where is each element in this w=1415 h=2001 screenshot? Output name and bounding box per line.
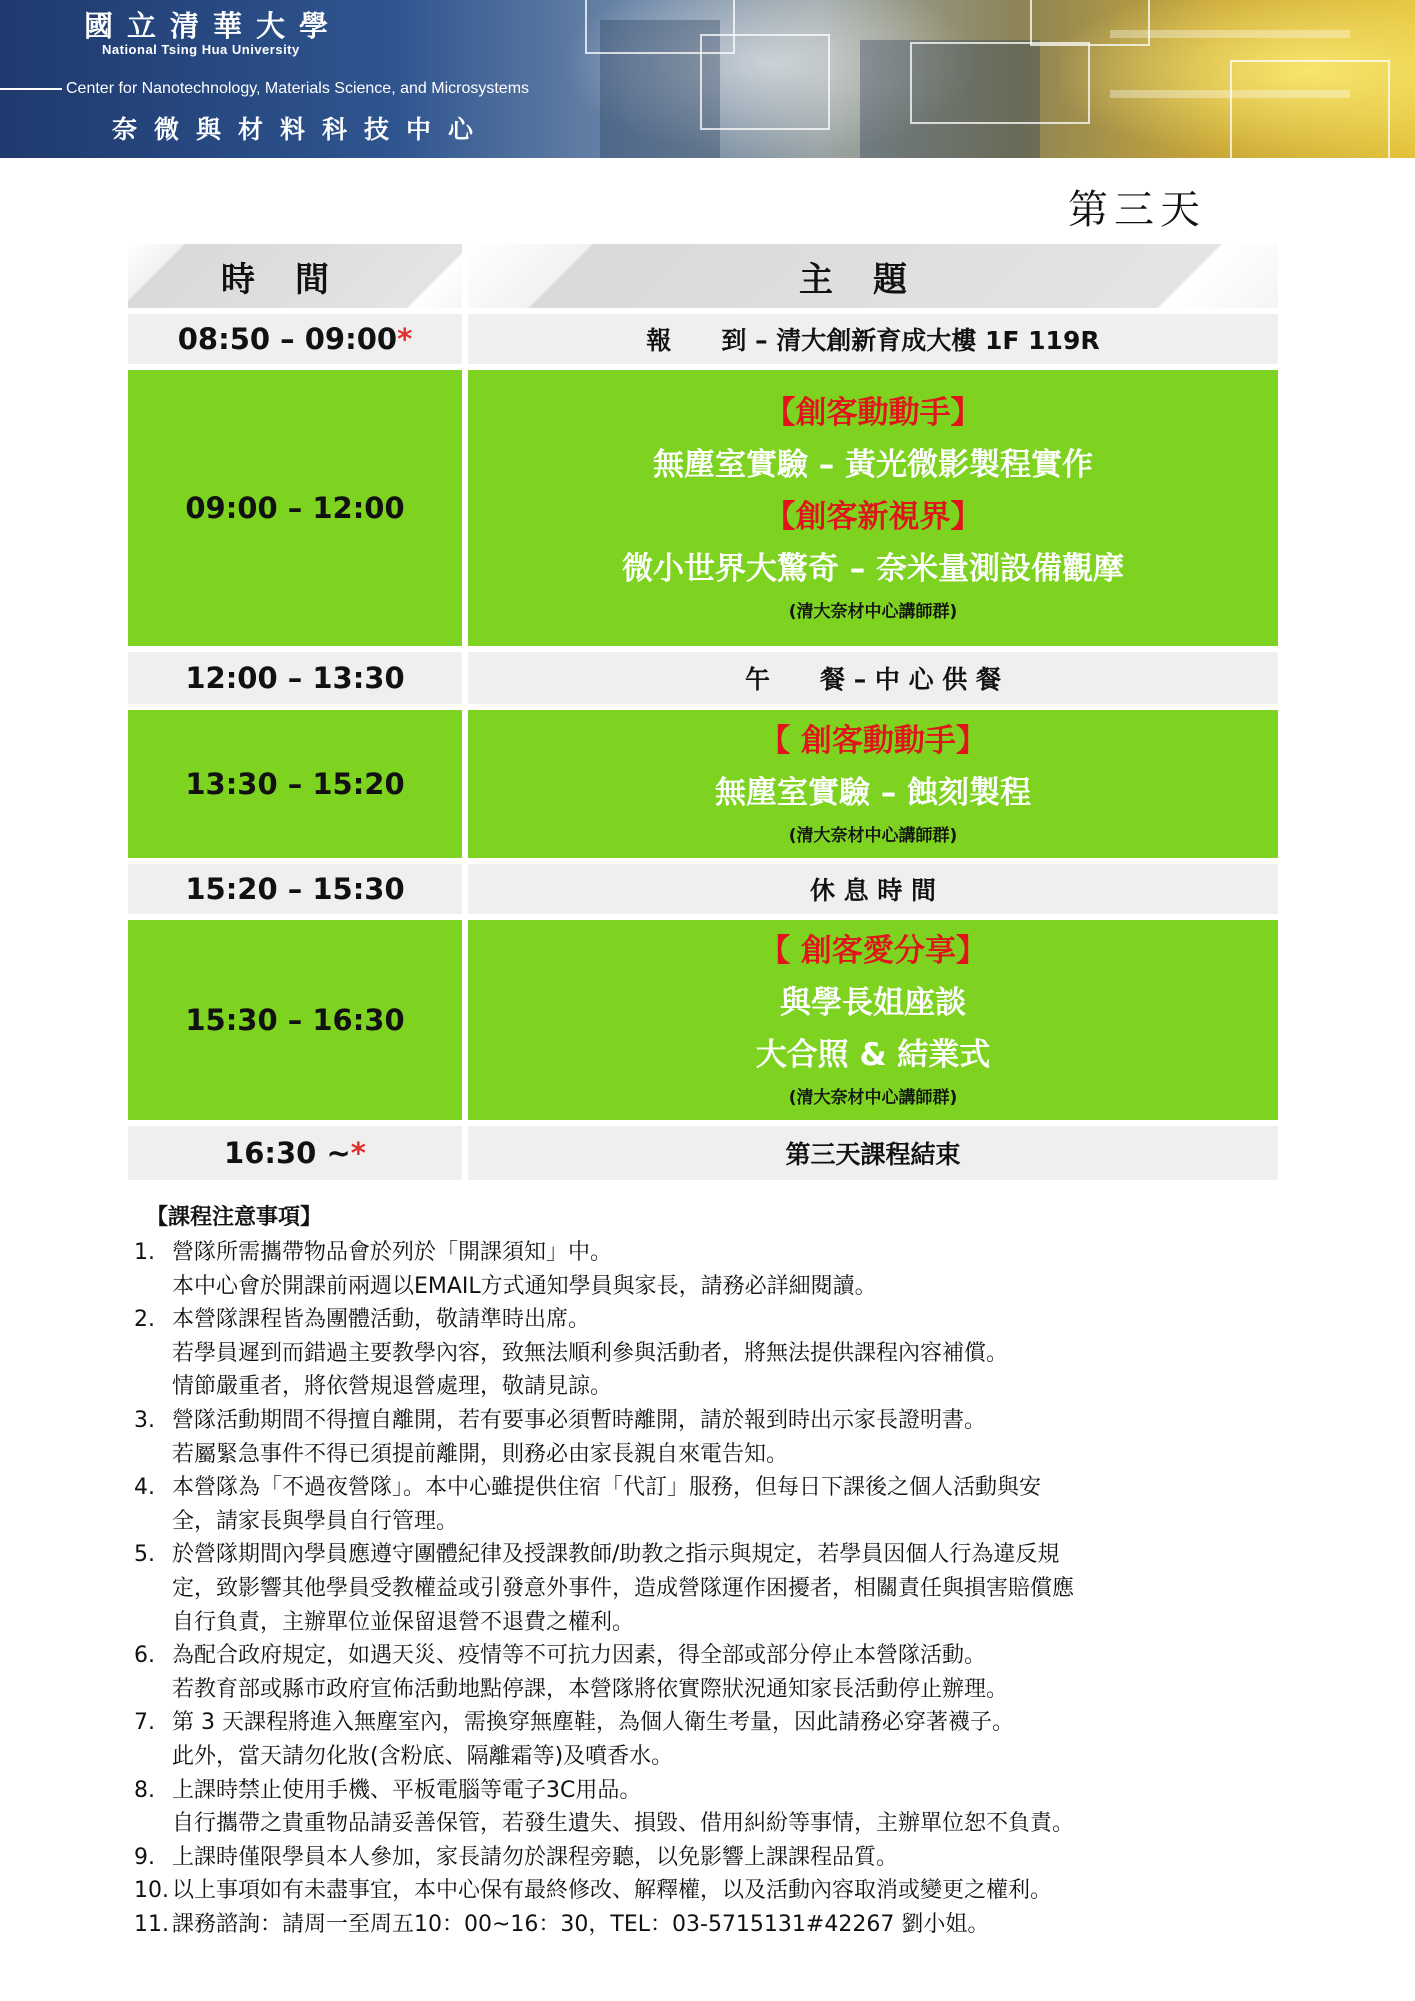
time-cell (128, 710, 462, 858)
time-range: 16:30 ~ (224, 1136, 351, 1170)
time-cell (128, 370, 462, 646)
note-number: 5. (134, 1542, 155, 1568)
note-item (134, 1908, 1314, 1942)
topic-line: 報 到 – 清大創新育成大樓 1F 119R (646, 326, 1100, 355)
topic-cell (468, 652, 1278, 704)
note-body (172, 1303, 1314, 1404)
note-line: 課務諮詢：請周一至周五10：00~16：30，TEL：03-5715131#42267 劉小姐。 (172, 1911, 990, 1937)
note-number: 4. (134, 1475, 155, 1501)
note-line: 自行攜帶之貴重物品請妥善保管，若發生遺失、損毀、借用糾紛等事情，主辦單位恕不負責。 (172, 1811, 1075, 1837)
instructor-note: (清大奈材中心講師群) (788, 1088, 958, 1108)
note-item (134, 1706, 1314, 1773)
time-text (224, 1136, 366, 1170)
note-line: 全，請家長與學員自行管理。 (172, 1508, 459, 1534)
topic-cell (468, 314, 1278, 364)
note-body (172, 1236, 1314, 1303)
topic-line: 無塵室實驗 – 黃光微影製程實作 (652, 447, 1094, 483)
note-line: 為配合政府規定，如遇天災、疫情等不可抗力因素，得全部或部分停止本營隊活動。 (172, 1643, 987, 1669)
topic-category: 【 創客愛分享】 (759, 933, 987, 969)
time-cell (128, 864, 462, 914)
table-row (128, 652, 1278, 704)
note-line: 若教育部或縣市政府宣佈活動地點停課，本營隊將依實際狀況通知家長活動停止辦理。 (172, 1676, 1009, 1702)
topic-line: 休 息 時 間 (809, 876, 937, 905)
instructor-note: (清大奈材中心講師群) (788, 826, 958, 846)
note-item (134, 1874, 1314, 1908)
time-range: 13:30 – 15:20 (185, 767, 405, 801)
time-range: 08:50 – 09:00 (177, 322, 398, 356)
header-topic-cell (468, 244, 1278, 308)
university-name-cn: 國立清華大學 (84, 9, 343, 43)
topic-cell (468, 1126, 1278, 1180)
topic-line: 與學長姐座談 (780, 985, 966, 1021)
note-item (134, 1404, 1314, 1471)
table-row (128, 370, 1278, 646)
note-item (134, 1639, 1314, 1706)
note-line: 營隊活動期間不得擅自離開，若有要事必須暫時離開，請於報到時出示家長證明書。 (172, 1407, 987, 1433)
asterisk-mark: * (397, 322, 413, 356)
note-number: 6. (134, 1643, 155, 1669)
notes-title: 【課程注意事項】 (146, 1205, 323, 1230)
note-body (172, 1874, 1314, 1908)
note-line: 於營隊期間內學員應遵守團體紀律及授課教師/助教之指示與規定，若學員因個人行為違反規 (172, 1542, 1060, 1568)
note-item (134, 1841, 1314, 1875)
note-body (172, 1538, 1314, 1639)
table-row (128, 864, 1278, 914)
note-line: 若學員遲到而錯過主要教學內容，致無法順利參與活動者，將無法提供課程內容補償。 (172, 1340, 1009, 1366)
topic-category: 【創客新視界】 (764, 499, 982, 535)
time-cell (128, 652, 462, 704)
topic-cell (468, 370, 1278, 646)
topic-category: 【 創客動動手】 (759, 723, 987, 759)
note-number: 8. (134, 1777, 155, 1803)
time-cell (128, 314, 462, 364)
topic-line: 午 餐 – 中 心 供 餐 (744, 665, 1002, 694)
note-item (134, 1236, 1314, 1303)
note-line: 定，致影響其他學員受教權益或引發意外事件，造成營隊運作困擾者，相關責任與損害賠償應 (172, 1575, 1075, 1601)
banner-frame (1230, 60, 1390, 158)
time-range: 15:30 – 16:30 (185, 1003, 405, 1037)
note-body (172, 1908, 1314, 1942)
note-line: 上課時僅限學員本人參加，家長請勿於課程旁聽，以免影響上課課程品質。 (172, 1844, 899, 1870)
note-line: 本營隊為「不過夜營隊」。本中心雖提供住宿「代訂」服務，但每日下課後之個人活動與安 (172, 1475, 1042, 1501)
note-line: 情節嚴重者，將依營規退營處理，敬請見諒。 (172, 1374, 613, 1400)
note-number: 3. (134, 1407, 155, 1433)
table-row (128, 710, 1278, 858)
header-time-cell (128, 244, 462, 308)
topic-line: 微小世界大驚奇 – 奈米量測設備觀摩 (621, 551, 1125, 587)
note-item (134, 1774, 1314, 1841)
day-title: 第三天 (1068, 187, 1206, 233)
note-line: 本中心會於開課前兩週以EMAIL方式通知學員與家長，請務必詳細閱讀。 (172, 1273, 877, 1299)
banner-frame (910, 42, 1090, 124)
topic-cell (468, 864, 1278, 914)
note-body (172, 1706, 1314, 1773)
banner-rule (0, 88, 62, 90)
header-time-label: 時間 (221, 259, 369, 300)
table-row (128, 314, 1278, 364)
table-header-row (128, 244, 1278, 308)
table-row (128, 1126, 1278, 1180)
note-line: 營隊所需攜帶物品會於列於「開課須知」中。 (172, 1240, 613, 1265)
time-cell (128, 920, 462, 1120)
note-number: 2. (134, 1307, 155, 1333)
note-body (172, 1404, 1314, 1471)
note-body (172, 1774, 1314, 1841)
time-range: 09:00 – 12:00 (185, 491, 405, 525)
course-notes (134, 1200, 1314, 1941)
note-number: 9. (134, 1844, 155, 1870)
note-line: 第 3 天課程將進入無塵室內，需換穿無塵鞋，為個人衛生考量，因此請務必穿著襪子。 (172, 1710, 1014, 1736)
note-line: 此外，當天請勿化妝(含粉底、隔離霜等)及噴香水。 (172, 1743, 674, 1769)
table-row (128, 920, 1278, 1120)
time-text (178, 322, 412, 356)
time-cell (128, 1126, 462, 1180)
time-range: 15:20 – 15:30 (185, 872, 405, 906)
note-number: 1. (134, 1240, 155, 1265)
note-line: 以上事項如有未盡事宜，本中心保有最終修改、解釋權，以及活動內容取消或變更之權利。 (172, 1878, 1053, 1904)
note-number: 7. (134, 1710, 155, 1736)
university-name-en: National Tsing Hua University (102, 42, 300, 57)
note-number: 11. (134, 1911, 169, 1937)
instructor-note: (清大奈材中心講師群) (788, 602, 958, 622)
topic-line: 第三天課程結束 (785, 1140, 961, 1169)
note-body (172, 1471, 1314, 1538)
banner-frame (700, 34, 830, 130)
note-line: 本營隊課程皆為團體活動，敬請準時出席。 (172, 1307, 591, 1333)
note-line: 上課時禁止使用手機、平板電腦等電子3C用品。 (172, 1777, 642, 1803)
note-body (172, 1639, 1314, 1706)
banner-frame (1030, 0, 1150, 46)
topic-cell (468, 920, 1278, 1120)
topic-cell (468, 710, 1278, 858)
note-line: 自行負責，主辦單位並保留退營不退費之權利。 (172, 1609, 635, 1635)
center-name-en: Center for Nanotechnology, Materials Science, and Microsystems (66, 80, 530, 97)
note-item (134, 1303, 1314, 1404)
topic-category: 【創客動動手】 (764, 395, 982, 431)
center-name-cn: 奈微與材料科技中心 (112, 115, 491, 144)
note-item (134, 1538, 1314, 1639)
note-item (134, 1471, 1314, 1538)
note-body (172, 1841, 1314, 1875)
topic-line: 無塵室實驗 – 蝕刻製程 (714, 775, 1032, 811)
note-number: 10. (134, 1878, 169, 1904)
topic-line: 大合照 & 結業式 (755, 1037, 991, 1073)
asterisk-mark: * (350, 1136, 366, 1170)
header-banner (0, 0, 1415, 158)
header-topic-label: 主題 (799, 259, 947, 300)
note-line: 若屬緊急事件不得已須提前離開，則務必由家長親自來電告知。 (172, 1441, 789, 1467)
time-range: 12:00 – 13:30 (185, 661, 405, 695)
